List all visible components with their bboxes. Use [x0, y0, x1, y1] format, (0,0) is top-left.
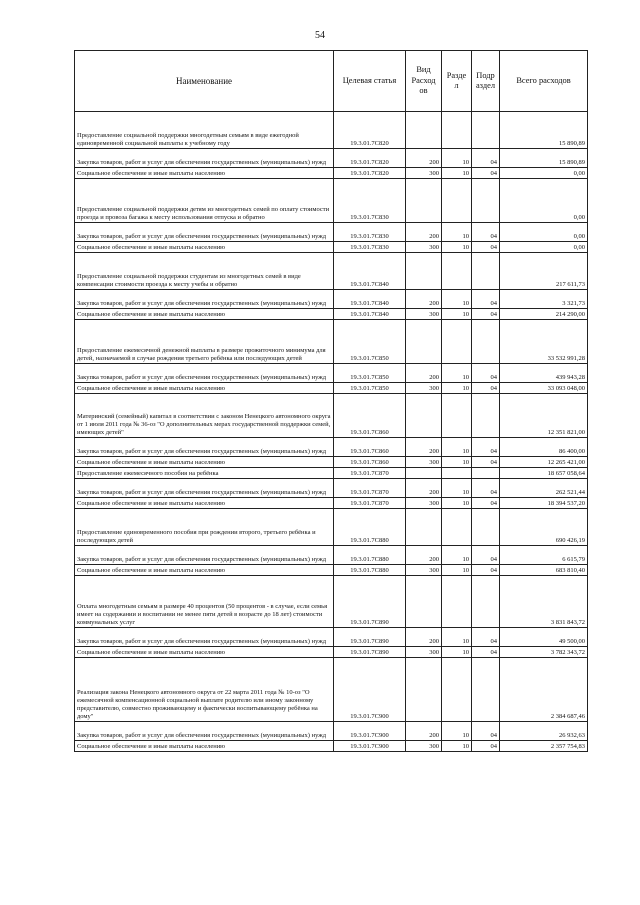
row-section: 10 [442, 383, 472, 394]
row-article: 19.3.01.7С900 [334, 741, 406, 752]
row-expense-type: 200 [406, 722, 442, 741]
row-article: 19.3.01.7С880 [334, 546, 406, 565]
row-name: Предоставление ежемесячного пособия на ребёнка [75, 468, 334, 479]
row-name: Социальное обеспечение и иные выплаты населению [75, 741, 334, 752]
row-expense-type: 300 [406, 498, 442, 509]
row-total: 214 290,00 [500, 309, 588, 320]
row-article: 19.3.01.7С840 [334, 253, 406, 290]
row-total: 18 394 537,20 [500, 498, 588, 509]
row-section: 10 [442, 565, 472, 576]
row-name: Реализация закона Ненецкого автономного округа от 22 марта 2011 года № 10-оз "О ежемесячной компенсационной социальной выплате родителю или иному законному представителю, совместно проживающему и фактически воспитывающему ребёнка на дому" [75, 658, 334, 722]
row-total: 12 265 421,00 [500, 457, 588, 468]
header-expense-type: Вид Расход ов [406, 51, 442, 112]
row-expense-type: 300 [406, 565, 442, 576]
row-subsection: 04 [472, 168, 500, 179]
row-expense-type: 300 [406, 383, 442, 394]
row-article: 19.3.01.7С850 [334, 383, 406, 394]
row-article: 19.3.01.7С890 [334, 647, 406, 658]
row-expense-type [406, 253, 442, 290]
row-expense-type: 200 [406, 438, 442, 457]
row-section [442, 576, 472, 628]
row-section: 10 [442, 628, 472, 647]
row-total: 0,00 [500, 168, 588, 179]
row-total: 2 357 754,83 [500, 741, 588, 752]
row-section [442, 253, 472, 290]
row-article: 19.3.01.7С850 [334, 364, 406, 383]
row-name: Закупка товаров, работ и услуг для обеспечения государственных (муниципальных) нужд [75, 223, 334, 242]
row-subsection [472, 112, 500, 149]
row-subsection: 04 [472, 242, 500, 253]
row-section: 10 [442, 309, 472, 320]
row-total: 683 810,40 [500, 565, 588, 576]
table-row [75, 479, 588, 498]
row-article: 19.3.01.7С830 [334, 223, 406, 242]
row-name: Социальное обеспечение и иные выплаты населению [75, 242, 334, 253]
table-row [75, 179, 588, 223]
row-total: 15 890,89 [500, 112, 588, 149]
table-row [75, 394, 588, 438]
row-expense-type: 300 [406, 168, 442, 179]
row-section: 10 [442, 647, 472, 658]
budget-table [74, 50, 588, 752]
row-name: Материнский (семейный) капитал в соответствии с законом Ненецкого автономного округа от 1 июля 2011 года № 36-оз "О дополнительных мерах государственной поддержки семей, имеющих детей" [75, 394, 334, 438]
row-article: 19.3.01.7С860 [334, 457, 406, 468]
row-expense-type [406, 112, 442, 149]
row-expense-type: 300 [406, 647, 442, 658]
row-section: 10 [442, 741, 472, 752]
row-total: 439 943,28 [500, 364, 588, 383]
row-total: 262 521,44 [500, 479, 588, 498]
row-subsection [472, 394, 500, 438]
row-subsection: 04 [472, 383, 500, 394]
row-section: 10 [442, 290, 472, 309]
row-section [442, 509, 472, 546]
row-expense-type: 300 [406, 457, 442, 468]
row-article: 19.3.01.7С840 [334, 290, 406, 309]
row-name: Оплата многодетным семьям в размере 40 процентов (50 процентов - в случае, если семья имеет на содержании и воспитании не менее пяти детей в возрасте до 18 лет) стоимости коммунальных услуг [75, 576, 334, 628]
row-article: 19.3.01.7С890 [334, 628, 406, 647]
table-row [75, 457, 588, 468]
row-name: Закупка товаров, работ и услуг для обеспечения государственных (муниципальных) нужд [75, 479, 334, 498]
row-subsection: 04 [472, 546, 500, 565]
row-expense-type: 200 [406, 364, 442, 383]
row-total: 690 426,19 [500, 509, 588, 546]
row-article: 19.3.01.7С860 [334, 394, 406, 438]
table-row [75, 320, 588, 364]
row-section: 10 [442, 149, 472, 168]
row-subsection: 04 [472, 290, 500, 309]
row-expense-type: 200 [406, 290, 442, 309]
row-total: 33 532 991,28 [500, 320, 588, 364]
table-header-row [75, 51, 588, 112]
row-section [442, 394, 472, 438]
header-total: Всего расходов [500, 51, 588, 112]
row-article: 19.3.01.7С900 [334, 658, 406, 722]
row-total: 217 611,73 [500, 253, 588, 290]
row-expense-type: 300 [406, 309, 442, 320]
row-article: 19.3.01.7С870 [334, 498, 406, 509]
row-section: 10 [442, 722, 472, 741]
row-section: 10 [442, 479, 472, 498]
row-total: 0,00 [500, 223, 588, 242]
row-expense-type: 300 [406, 741, 442, 752]
row-total: 26 932,63 [500, 722, 588, 741]
row-expense-type [406, 320, 442, 364]
row-article: 19.3.01.7С820 [334, 112, 406, 149]
row-article: 19.3.01.7С850 [334, 320, 406, 364]
row-subsection: 04 [472, 647, 500, 658]
row-article: 19.3.01.7С820 [334, 168, 406, 179]
table-row [75, 546, 588, 565]
row-section: 10 [442, 364, 472, 383]
row-section: 10 [442, 546, 472, 565]
row-name: Социальное обеспечение и иные выплаты населению [75, 647, 334, 658]
row-article: 19.3.01.7С840 [334, 309, 406, 320]
row-expense-type [406, 468, 442, 479]
row-subsection [472, 253, 500, 290]
row-expense-type [406, 576, 442, 628]
row-section: 10 [442, 457, 472, 468]
row-name: Закупка товаров, работ и услуг для обеспечения государственных (муниципальных) нужд [75, 290, 334, 309]
header-section: Разде л [442, 51, 472, 112]
row-name: Социальное обеспечение и иные выплаты населению [75, 498, 334, 509]
table-row [75, 364, 588, 383]
row-total: 18 657 058,64 [500, 468, 588, 479]
row-name: Закупка товаров, работ и услуг для обеспечения государственных (муниципальных) нужд [75, 722, 334, 741]
row-name: Закупка товаров, работ и услуг для обеспечения государственных (муниципальных) нужд [75, 438, 334, 457]
table-row [75, 628, 588, 647]
table-row [75, 498, 588, 509]
row-section [442, 468, 472, 479]
row-section: 10 [442, 223, 472, 242]
row-total: 33 093 048,00 [500, 383, 588, 394]
row-article: 19.3.01.7С880 [334, 565, 406, 576]
table-row [75, 112, 588, 149]
table-row [75, 565, 588, 576]
row-article: 19.3.01.7С890 [334, 576, 406, 628]
row-section [442, 658, 472, 722]
page-number: 54 [315, 30, 325, 41]
row-article: 19.3.01.7С820 [334, 149, 406, 168]
row-subsection [472, 320, 500, 364]
row-subsection: 04 [472, 149, 500, 168]
row-name: Социальное обеспечение и иные выплаты населению [75, 457, 334, 468]
row-expense-type [406, 179, 442, 223]
table-body [75, 112, 588, 752]
row-total: 49 500,00 [500, 628, 588, 647]
row-subsection: 04 [472, 565, 500, 576]
row-expense-type [406, 509, 442, 546]
row-total: 3 321,73 [500, 290, 588, 309]
row-total: 3 831 843,72 [500, 576, 588, 628]
row-name: Социальное обеспечение и иные выплаты населению [75, 383, 334, 394]
row-name: Закупка товаров, работ и услуг для обеспечения государственных (муниципальных) нужд [75, 628, 334, 647]
table-row [75, 438, 588, 457]
row-expense-type [406, 394, 442, 438]
row-expense-type: 200 [406, 149, 442, 168]
row-article: 19.3.01.7С830 [334, 242, 406, 253]
row-name: Закупка товаров, работ и услуг для обеспечения государственных (муниципальных) нужд [75, 149, 334, 168]
row-name: Закупка товаров, работ и услуг для обеспечения государственных (муниципальных) нужд [75, 364, 334, 383]
row-article: 19.3.01.7С830 [334, 179, 406, 223]
table-row [75, 149, 588, 168]
row-name: Социальное обеспечение и иные выплаты населению [75, 565, 334, 576]
row-subsection: 04 [472, 309, 500, 320]
row-expense-type [406, 658, 442, 722]
row-total: 15 890,89 [500, 149, 588, 168]
table-row [75, 468, 588, 479]
table-row [75, 223, 588, 242]
row-article: 19.3.01.7С900 [334, 722, 406, 741]
row-subsection [472, 509, 500, 546]
row-section: 10 [442, 438, 472, 457]
table-row [75, 576, 588, 628]
row-name: Социальное обеспечение и иные выплаты населению [75, 168, 334, 179]
table-row [75, 168, 588, 179]
row-total: 6 615,79 [500, 546, 588, 565]
table-row [75, 741, 588, 752]
row-name: Предоставление единовременного пособия при рождении второго, третьего ребёнка и последующих детей [75, 509, 334, 546]
row-name: Предоставление социальной поддержки студентам из многодетных семей в виде компенсации стоимости проезда к месту учебы и обратно [75, 253, 334, 290]
row-subsection [472, 468, 500, 479]
row-total: 2 384 687,46 [500, 658, 588, 722]
row-section: 10 [442, 498, 472, 509]
row-expense-type: 300 [406, 242, 442, 253]
row-subsection [472, 179, 500, 223]
row-total: 12 351 821,00 [500, 394, 588, 438]
table-row [75, 290, 588, 309]
row-section [442, 320, 472, 364]
row-article: 19.3.01.7С870 [334, 479, 406, 498]
row-section [442, 179, 472, 223]
row-subsection: 04 [472, 479, 500, 498]
header-name: Наименование [75, 51, 334, 112]
table-row [75, 253, 588, 290]
row-name: Социальное обеспечение и иные выплаты населению [75, 309, 334, 320]
header-subsection: Подр аздел [472, 51, 500, 112]
row-subsection: 04 [472, 364, 500, 383]
row-subsection: 04 [472, 457, 500, 468]
row-expense-type: 200 [406, 479, 442, 498]
row-article: 19.3.01.7С870 [334, 468, 406, 479]
row-total: 3 782 343,72 [500, 647, 588, 658]
row-name: Предоставление социальной поддержки детям из многодетных семей по оплату стоимости проезда и провоза багажа к месту использования отпуска и обратно [75, 179, 334, 223]
table-row [75, 509, 588, 546]
row-article: 19.3.01.7С880 [334, 509, 406, 546]
table-row [75, 647, 588, 658]
row-total: 0,00 [500, 242, 588, 253]
row-subsection: 04 [472, 741, 500, 752]
row-expense-type: 200 [406, 628, 442, 647]
table-row [75, 383, 588, 394]
row-subsection: 04 [472, 498, 500, 509]
row-article: 19.3.01.7С860 [334, 438, 406, 457]
row-subsection [472, 658, 500, 722]
row-subsection: 04 [472, 628, 500, 647]
row-subsection: 04 [472, 722, 500, 741]
table-row [75, 242, 588, 253]
row-section: 10 [442, 168, 472, 179]
header-article: Целевая статья [334, 51, 406, 112]
table-row [75, 309, 588, 320]
table-row [75, 658, 588, 722]
row-name: Предоставление ежемесячной денежной выплаты в размере прожиточного минимума для детей, назначаемой в случае рождения третьего ребёнка или последующих детей [75, 320, 334, 364]
row-total: 86 400,00 [500, 438, 588, 457]
row-total: 0,00 [500, 179, 588, 223]
row-subsection: 04 [472, 438, 500, 457]
row-expense-type: 200 [406, 546, 442, 565]
row-expense-type: 200 [406, 223, 442, 242]
row-subsection: 04 [472, 223, 500, 242]
row-section: 10 [442, 242, 472, 253]
row-subsection [472, 576, 500, 628]
table-row [75, 722, 588, 741]
row-name: Закупка товаров, работ и услуг для обеспечения государственных (муниципальных) нужд [75, 546, 334, 565]
row-section [442, 112, 472, 149]
row-name: Предоставление социальной поддержки многодетным семьям в виде ежегодной единовременной социальной выплаты к учебному году [75, 112, 334, 149]
